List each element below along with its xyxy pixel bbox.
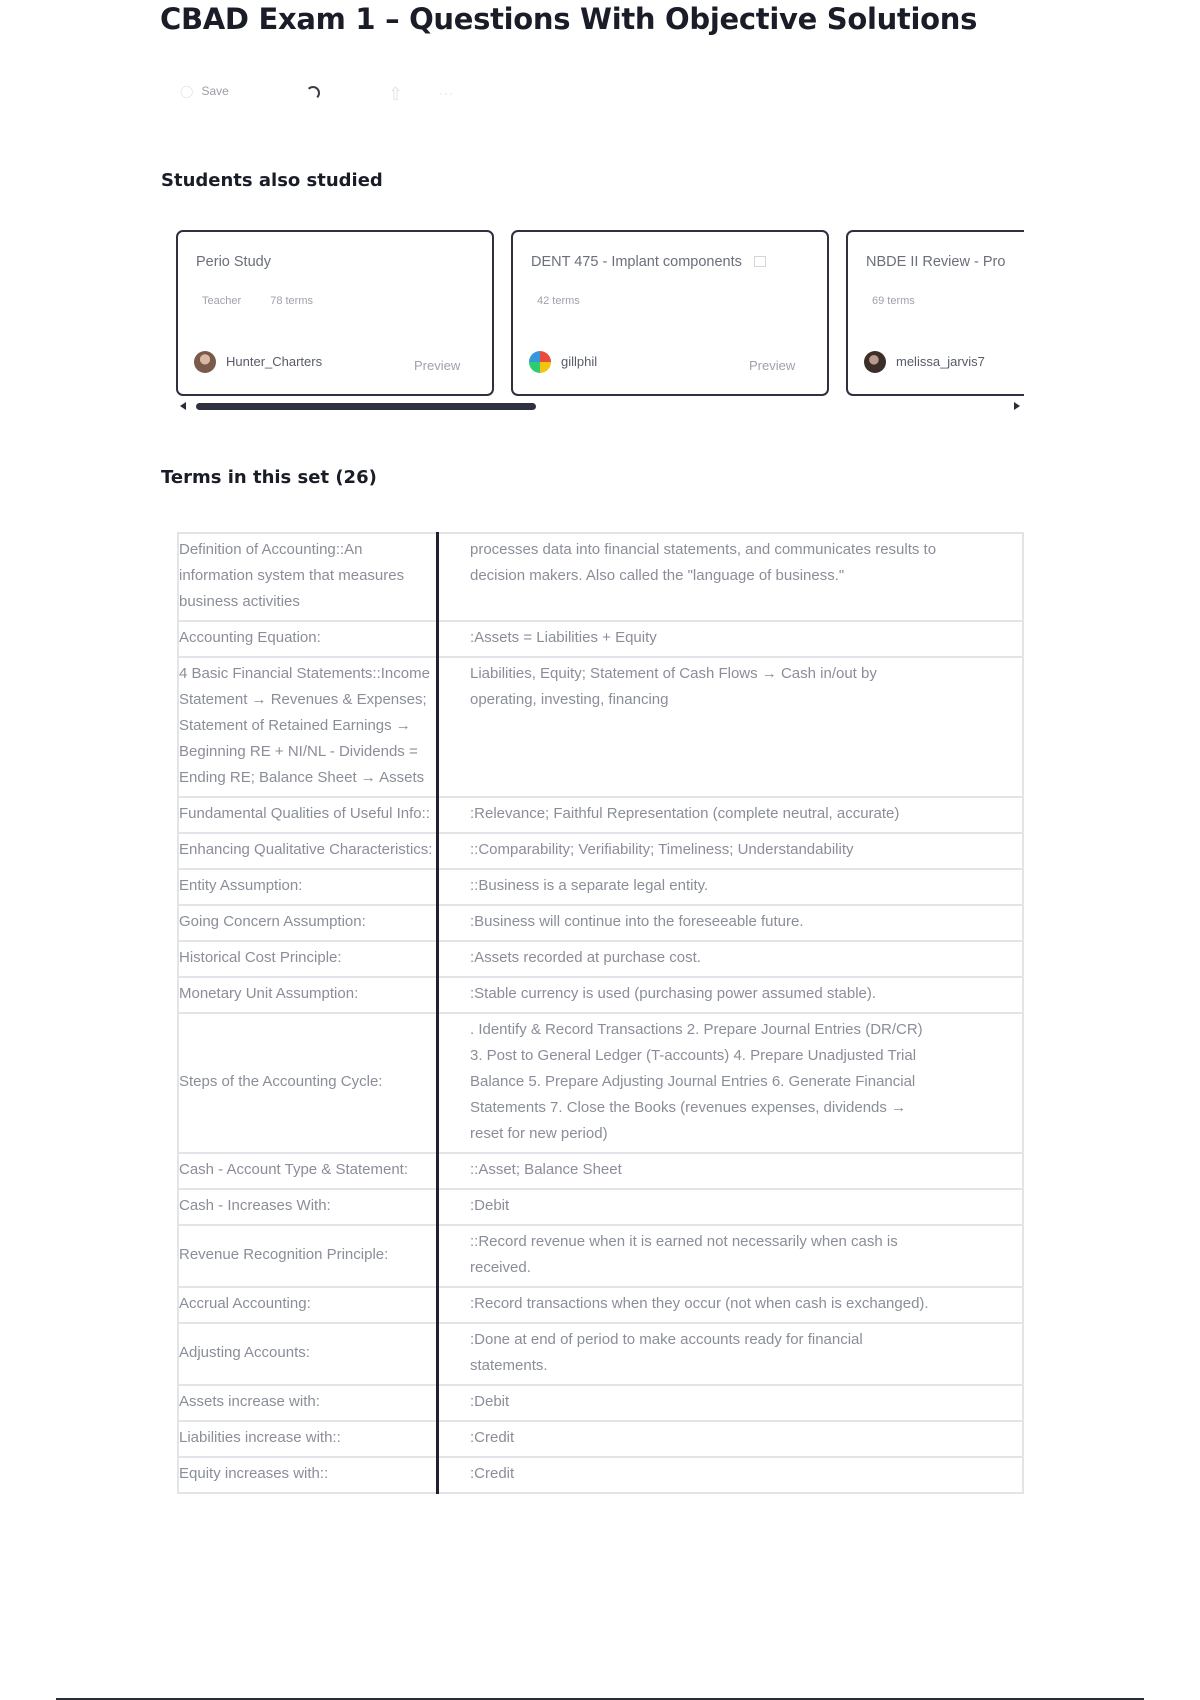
definition-cell: :Business will continue into the foreseeable future. [438, 905, 1024, 941]
table-row [178, 797, 1023, 833]
term-cell: Accrual Accounting: [178, 1287, 438, 1323]
term-cell: Fundamental Qualities of Useful Info:: [178, 797, 438, 833]
term-cell: 4 Basic Financial Statements::Income Statement → Revenues & Expenses; Statement of Retained Earnings → Beginning RE + NI/NL - Dividends = Ending RE; Balance Sheet → Assets [178, 657, 438, 797]
save-button[interactable] [180, 84, 229, 98]
definition-cell: :Credit [438, 1421, 1024, 1457]
table-row [178, 533, 1023, 621]
page-title: CBAD Exam 1 – Questions With Objective Solutions [160, 2, 978, 36]
definition-cell: :Relevance; Faithful Representation (complete neutral, accurate) [438, 797, 1024, 833]
card-username[interactable]: melissa_jarvis7 [896, 354, 985, 369]
share-icon[interactable]: ⇧ [388, 84, 404, 104]
definition-cell: :Done at end of period to make accounts ready for financial statements. [438, 1323, 1024, 1385]
term-cell: Definition of Accounting::An information system that measures business activities [178, 533, 438, 621]
card-title[interactable] [531, 254, 766, 270]
term-cell: Monetary Unit Assumption: [178, 977, 438, 1013]
table-row [178, 657, 1023, 797]
scroll-left-arrow-icon[interactable] [180, 402, 186, 410]
term-cell: Revenue Recognition Principle: [178, 1225, 438, 1287]
term-cell: Historical Cost Principle: [178, 941, 438, 977]
table-row [178, 977, 1023, 1013]
term-cell: Cash - Account Type & Statement: [178, 1153, 438, 1189]
definition-cell: processes data into financial statements, and communicates results to decision makers. Also called the "language of business." [438, 533, 1024, 621]
study-set-card[interactable] [511, 230, 829, 396]
card-meta [537, 295, 580, 307]
carousel-scrollbar[interactable] [176, 401, 1024, 413]
bookmark-icon[interactable] [754, 256, 766, 267]
term-cell: Going Concern Assumption: [178, 905, 438, 941]
card-meta [202, 295, 313, 307]
avatar[interactable] [864, 351, 886, 373]
terms-in-set-heading: Terms in this set (26) [161, 467, 377, 488]
definition-cell: ::Asset; Balance Sheet [438, 1153, 1024, 1189]
definition-cell: ::Comparability; Verifiability; Timeliness; Understandability [438, 833, 1024, 869]
study-set-card[interactable] [846, 230, 1024, 396]
loading-spinner-icon [306, 86, 320, 100]
save-label: Save [201, 84, 229, 98]
definition-cell: . Identify & Record Transactions 2. Prepare Journal Entries (DR/CR) 3. Post to General Ledger (T-accounts) 4. Prepare Unadjusted Trial Balance 5. Prepare Adjusting Journal Entries 6. Generate Financial Statements 7. Close the Books (revenues expenses, dividends → reset for new period) [438, 1013, 1024, 1153]
students-also-studied-heading: Students also studied [161, 170, 383, 191]
card-meta [872, 295, 915, 307]
table-row [178, 905, 1023, 941]
table-row [178, 1385, 1023, 1421]
card-title-text: DENT 475 - Implant components [531, 254, 742, 270]
teacher-badge: Teacher [202, 295, 242, 307]
definition-cell: :Stable currency is used (purchasing power assumed stable). [438, 977, 1024, 1013]
definition-cell: :Record transactions when they occur (not when cash is exchanged). [438, 1287, 1024, 1323]
definition-cell: ::Record revenue when it is earned not necessarily when cash is received. [438, 1225, 1024, 1287]
term-cell: Accounting Equation: [178, 621, 438, 657]
table-row [178, 941, 1023, 977]
study-set-card[interactable] [176, 230, 494, 396]
definition-cell: ::Business is a separate legal entity. [438, 869, 1024, 905]
scrollbar-thumb[interactable] [196, 403, 536, 410]
term-cell: Assets increase with: [178, 1385, 438, 1421]
definition-cell: :Debit [438, 1385, 1024, 1421]
more-options-icon[interactable]: ⋯ [438, 86, 454, 103]
students-also-studied-carousel [176, 230, 1024, 402]
term-cell: Enhancing Qualitative Characteristics: [178, 833, 438, 869]
table-row [178, 1457, 1023, 1493]
definition-cell: :Credit [438, 1457, 1024, 1493]
terms-table [177, 532, 1024, 1494]
term-cell: Entity Assumption: [178, 869, 438, 905]
table-row [178, 621, 1023, 657]
table-row [178, 1421, 1023, 1457]
definition-cell: :Debit [438, 1189, 1024, 1225]
terms-count: 78 terms [270, 295, 313, 307]
table-row [178, 1323, 1023, 1385]
table-row [178, 1189, 1023, 1225]
definition-cell: :Assets recorded at purchase cost. [438, 941, 1024, 977]
term-cell: Adjusting Accounts: [178, 1323, 438, 1385]
table-row [178, 1225, 1023, 1287]
avatar[interactable] [529, 351, 551, 373]
term-cell: Cash - Increases With: [178, 1189, 438, 1225]
card-title[interactable]: Perio Study [196, 254, 271, 270]
table-row [178, 869, 1023, 905]
term-cell: Liabilities increase with:: [178, 1421, 438, 1457]
save-icon: ◯ [180, 84, 194, 98]
card-username[interactable]: Hunter_Charters [226, 354, 323, 369]
preview-button[interactable]: Preview [414, 358, 461, 373]
term-cell: Equity increases with:: [178, 1457, 438, 1493]
set-toolbar [180, 84, 480, 112]
avatar[interactable] [194, 351, 216, 373]
definition-cell: :Assets = Liabilities + Equity [438, 621, 1024, 657]
scroll-right-arrow-icon[interactable] [1014, 402, 1020, 410]
term-cell: Steps of the Accounting Cycle: [178, 1013, 438, 1153]
definition-cell: Liabilities, Equity; Statement of Cash Flows → Cash in/out by operating, investing, financing [438, 657, 1024, 797]
preview-button[interactable]: Preview [749, 358, 796, 373]
card-title[interactable]: NBDE II Review - Pro [866, 254, 1006, 270]
terms-count: 69 terms [872, 295, 915, 307]
table-row [178, 1287, 1023, 1323]
terms-count: 42 terms [537, 295, 580, 307]
card-username[interactable]: gillphil [561, 354, 598, 369]
table-row [178, 1153, 1023, 1189]
table-row [178, 833, 1023, 869]
table-row [178, 1013, 1023, 1153]
